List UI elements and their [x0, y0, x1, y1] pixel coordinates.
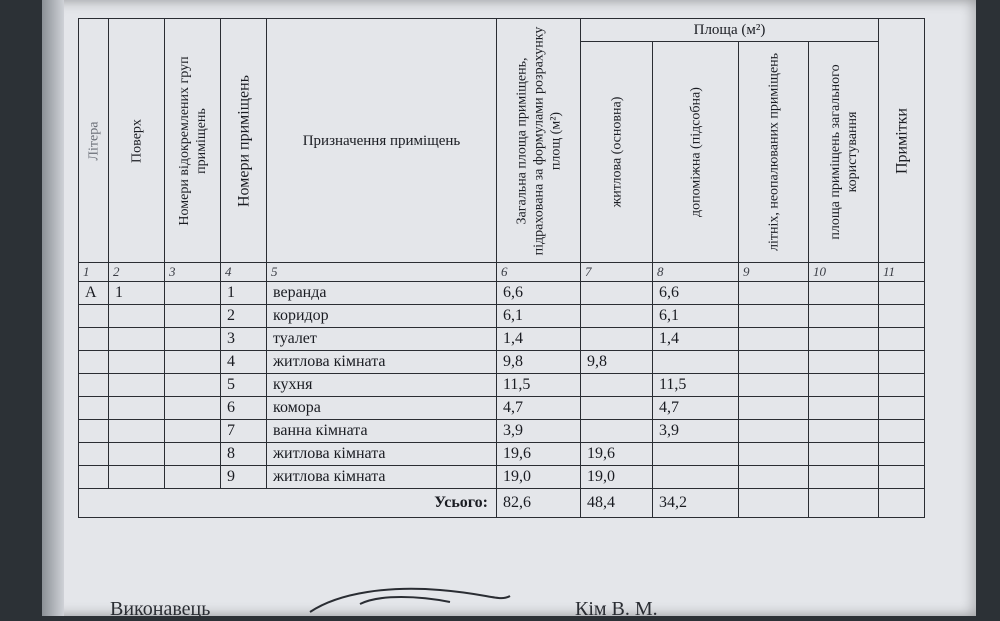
table-row: [79, 282, 925, 305]
col-number: 8: [653, 263, 739, 282]
header-area-group: Площа (м²): [581, 19, 879, 42]
page-spine: [42, 0, 64, 616]
cell-purpose: житлова кімната: [267, 466, 497, 489]
cell-total-area: 9,8: [497, 351, 581, 374]
cell-empty: [739, 443, 809, 466]
header-common-area: площа приміщень загального користування: [809, 42, 879, 263]
cell-group: [165, 374, 221, 397]
cell-empty: [809, 328, 879, 351]
cell-floor: [109, 466, 165, 489]
col-number: 9: [739, 263, 809, 282]
col-number: 7: [581, 263, 653, 282]
total-area-sum: 82,6: [497, 489, 581, 518]
cell-aux-area: 6,6: [653, 282, 739, 305]
table-row: [79, 420, 925, 443]
col-number: 11: [879, 263, 925, 282]
cell-empty: [739, 282, 809, 305]
cell-group: [165, 305, 221, 328]
cell-purpose: комора: [267, 397, 497, 420]
cell-empty: [879, 282, 925, 305]
cell-group: [165, 466, 221, 489]
cell-litera: [79, 351, 109, 374]
cell-aux-area: [653, 466, 739, 489]
cell-purpose: туалет: [267, 328, 497, 351]
cell-aux-area: 6,1: [653, 305, 739, 328]
cell-empty: [879, 351, 925, 374]
cell-empty: [809, 305, 879, 328]
table-row: [79, 466, 925, 489]
cell-empty: [879, 443, 925, 466]
executor-name: Кім В. М.: [575, 598, 658, 620]
cell-litera: А: [79, 282, 109, 305]
cell-total-area: 3,9: [497, 420, 581, 443]
cell-total-area: 1,4: [497, 328, 581, 351]
table-row: [79, 397, 925, 420]
col-number: 5: [267, 263, 497, 282]
col-number: 2: [109, 263, 165, 282]
cell-empty: [879, 420, 925, 443]
cell-floor: [109, 305, 165, 328]
header-litera: Літера: [79, 19, 109, 263]
cell-aux-area: 3,9: [653, 420, 739, 443]
cell-group: [165, 420, 221, 443]
cell-aux-area: [653, 351, 739, 374]
cell-total-area: 19,0: [497, 466, 581, 489]
col-number: 6: [497, 263, 581, 282]
table-row: [79, 328, 925, 351]
col-number: 4: [221, 263, 267, 282]
cell-room-number: 6: [221, 397, 267, 420]
cell-total-area: 19,6: [497, 443, 581, 466]
cell-litera: [79, 374, 109, 397]
cell-group: [165, 351, 221, 374]
cell-room-number: 9: [221, 466, 267, 489]
cell-group: [165, 397, 221, 420]
cell-empty: [809, 420, 879, 443]
cell-living-area: 9,8: [581, 351, 653, 374]
cell-group: [165, 282, 221, 305]
cell-living-area: [581, 282, 653, 305]
cell-room-number: 1: [221, 282, 267, 305]
total-aux-sum: 34,2: [653, 489, 739, 518]
cell-aux-area: 1,4: [653, 328, 739, 351]
header-purpose: Призначення приміщень: [267, 19, 497, 263]
cell-room-number: 2: [221, 305, 267, 328]
cell-empty: [739, 305, 809, 328]
header-total-area: Загальна площа приміщень, підрахована за формулами розрахунку площ (м²): [497, 19, 581, 263]
cell-floor: 1: [109, 282, 165, 305]
cell-litera: [79, 466, 109, 489]
cell-empty: [809, 397, 879, 420]
total-row: [79, 489, 925, 518]
cell-room-number: 7: [221, 420, 267, 443]
cell-empty: [879, 397, 925, 420]
header-notes: Примітки: [879, 19, 925, 263]
cell-living-area: 19,6: [581, 443, 653, 466]
cell-litera: [79, 420, 109, 443]
col-number: 3: [165, 263, 221, 282]
header-aux-area: допоміжна (підсобна): [653, 42, 739, 263]
cell-litera: [79, 328, 109, 351]
cell-floor: [109, 420, 165, 443]
cell-group: [165, 328, 221, 351]
cell-aux-area: 11,5: [653, 374, 739, 397]
cell-litera: [79, 443, 109, 466]
cell-aux-area: 4,7: [653, 397, 739, 420]
cell-room-number: 5: [221, 374, 267, 397]
col-number: 10: [809, 263, 879, 282]
cell-empty: [739, 351, 809, 374]
column-number-row: [79, 263, 925, 282]
cell-living-area: [581, 328, 653, 351]
cell-total-area: 4,7: [497, 397, 581, 420]
table-row: [79, 443, 925, 466]
cell-room-number: 3: [221, 328, 267, 351]
cell-floor: [109, 374, 165, 397]
table-row: [79, 305, 925, 328]
cell-room-number: 4: [221, 351, 267, 374]
cell-floor: [109, 351, 165, 374]
cell-empty: [809, 374, 879, 397]
cell-aux-area: [653, 443, 739, 466]
cell-living-area: [581, 397, 653, 420]
cell-floor: [109, 328, 165, 351]
header-floor: Поверх: [109, 19, 165, 263]
cell-litera: [79, 397, 109, 420]
cell-empty: [809, 351, 879, 374]
cell-living-area: [581, 374, 653, 397]
header-room-numbers: Номери приміщень: [221, 19, 267, 263]
cell-empty: [809, 466, 879, 489]
header-summer-area: літніх, неопалюваних приміщень: [739, 42, 809, 263]
col-number: 1: [79, 263, 109, 282]
cell-floor: [109, 443, 165, 466]
cell-total-area: 11,5: [497, 374, 581, 397]
total-living-sum: 48,4: [581, 489, 653, 518]
cell-total-area: 6,1: [497, 305, 581, 328]
cell-empty: [809, 282, 879, 305]
cell-empty: [879, 374, 925, 397]
cell-empty: [879, 466, 925, 489]
cell-empty: [739, 397, 809, 420]
table-row: [79, 351, 925, 374]
table-row: [79, 374, 925, 397]
cell-empty: [739, 328, 809, 351]
header-group-numbers: Номери відокремлених груп приміщень: [165, 19, 221, 263]
header-living-area: житлова (основна): [581, 42, 653, 263]
cell-living-area: 19,0: [581, 466, 653, 489]
cell-group: [165, 443, 221, 466]
cell-purpose: житлова кімната: [267, 443, 497, 466]
cell-purpose: коридор: [267, 305, 497, 328]
cell-empty: [809, 443, 879, 466]
cell-empty: [879, 305, 925, 328]
room-explication-table: [78, 18, 925, 518]
executor-label: Виконавець: [110, 598, 211, 620]
cell-living-area: [581, 420, 653, 443]
cell-purpose: житлова кімната: [267, 351, 497, 374]
signature: [300, 582, 520, 616]
cell-empty: [739, 374, 809, 397]
cell-empty: [879, 328, 925, 351]
cell-litera: [79, 305, 109, 328]
cell-empty: [739, 420, 809, 443]
cell-living-area: [581, 305, 653, 328]
cell-purpose: ванна кімната: [267, 420, 497, 443]
cell-room-number: 8: [221, 443, 267, 466]
cell-purpose: кухня: [267, 374, 497, 397]
cell-purpose: веранда: [267, 282, 497, 305]
total-label: Усього:: [79, 489, 497, 518]
cell-empty: [739, 466, 809, 489]
cell-floor: [109, 397, 165, 420]
cell-total-area: 6,6: [497, 282, 581, 305]
